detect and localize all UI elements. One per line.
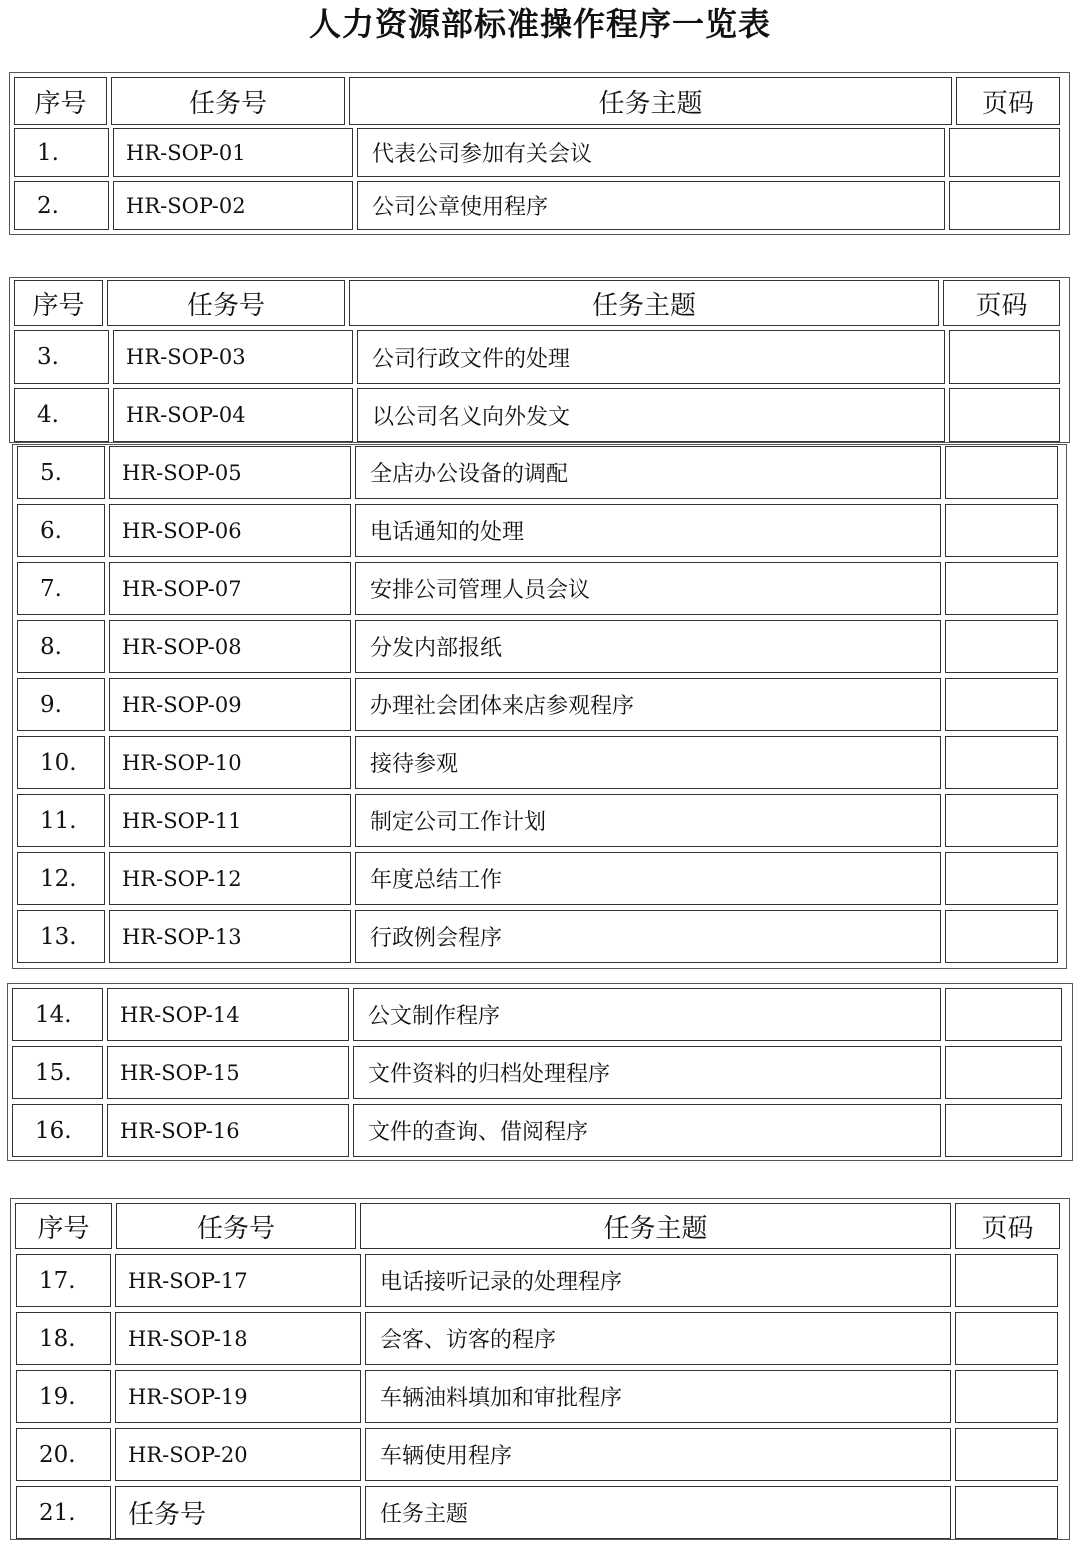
header-subject: 任务主题: [360, 1203, 951, 1249]
task-no-cell: HR-SOP-20: [115, 1428, 361, 1481]
page-cell: [955, 1254, 1058, 1307]
index-cell: 8.: [17, 620, 105, 673]
page-cell: [945, 446, 1058, 499]
page-cell: [945, 910, 1058, 963]
task-no-cell: HR-SOP-13: [109, 910, 351, 963]
task-no-cell: HR-SOP-12: [109, 852, 351, 905]
task-no-cell: HR-SOP-02: [113, 181, 353, 230]
page-cell: [955, 1428, 1058, 1481]
subject-cell: 车辆油料填加和审批程序: [365, 1370, 951, 1423]
subject-cell: 任务主题: [365, 1486, 951, 1539]
index-cell: 4.: [14, 388, 109, 442]
page-cell: [945, 562, 1058, 615]
subject-cell: 公司行政文件的处理: [357, 330, 945, 384]
page-cell: [945, 620, 1058, 673]
index-cell: 7.: [17, 562, 105, 615]
index-cell: 2.: [14, 181, 109, 230]
task-no-cell: HR-SOP-04: [113, 388, 353, 442]
index-cell: 20.: [16, 1428, 111, 1481]
page-cell: [955, 1370, 1058, 1423]
page-cell: [945, 1104, 1062, 1157]
index-cell: 15.: [12, 1046, 103, 1099]
header-task-no: 任务号: [111, 77, 345, 125]
subject-cell: 制定公司工作计划: [355, 794, 941, 847]
index-cell: 10.: [17, 736, 105, 789]
task-no-cell: HR-SOP-10: [109, 736, 351, 789]
page-cell: [949, 388, 1060, 442]
header-task-no: 任务号: [116, 1203, 356, 1249]
index-cell: 5.: [17, 446, 105, 499]
page-cell: [945, 678, 1058, 731]
header-task-no: 任务号: [107, 280, 345, 326]
task-no-cell: HR-SOP-01: [113, 128, 353, 177]
subject-cell: 安排公司管理人员会议: [355, 562, 941, 615]
index-cell: 18.: [16, 1312, 111, 1365]
index-cell: 1.: [14, 128, 109, 177]
index-cell: 3.: [14, 330, 109, 384]
subject-cell: 公文制作程序: [353, 988, 941, 1041]
task-no-cell: HR-SOP-08: [109, 620, 351, 673]
page-cell: [945, 504, 1058, 557]
subject-cell: 电话接听记录的处理程序: [365, 1254, 951, 1307]
index-cell: 17.: [16, 1254, 111, 1307]
task-no-cell: 任务号: [115, 1486, 361, 1539]
page-title: 人力资源部标准操作程序一览表: [308, 5, 771, 43]
index-cell: 6.: [17, 504, 105, 557]
subject-cell: 公司公章使用程序: [357, 181, 945, 230]
page-cell: [945, 852, 1058, 905]
index-cell: 21.: [16, 1486, 111, 1539]
page-cell: [949, 128, 1060, 177]
task-no-cell: HR-SOP-11: [109, 794, 351, 847]
subject-cell: 车辆使用程序: [365, 1428, 951, 1481]
subject-cell: 电话通知的处理: [355, 504, 941, 557]
subject-cell: 办理社会团体来店参观程序: [355, 678, 941, 731]
page-cell: [955, 1312, 1058, 1365]
header-page: 页码: [956, 77, 1060, 125]
page-cell: [945, 1046, 1062, 1099]
subject-cell: 分发内部报纸: [355, 620, 941, 673]
header-page: 页码: [955, 1203, 1060, 1249]
task-no-cell: HR-SOP-18: [115, 1312, 361, 1365]
index-cell: 16.: [12, 1104, 103, 1157]
header-index: 序号: [15, 1203, 112, 1249]
subject-cell: 年度总结工作: [355, 852, 941, 905]
task-no-cell: HR-SOP-05: [109, 446, 351, 499]
task-no-cell: HR-SOP-16: [107, 1104, 349, 1157]
subject-cell: 以公司名义向外发文: [357, 388, 945, 442]
task-no-cell: HR-SOP-17: [115, 1254, 361, 1307]
page-cell: [945, 988, 1062, 1041]
page-cell: [945, 736, 1058, 789]
subject-cell: 全店办公设备的调配: [355, 446, 941, 499]
header-index: 序号: [14, 77, 107, 125]
page-cell: [949, 181, 1060, 230]
index-cell: 12.: [17, 852, 105, 905]
header-subject: 任务主题: [349, 77, 952, 125]
subject-cell: 行政例会程序: [355, 910, 941, 963]
subject-cell: 代表公司参加有关会议: [357, 128, 945, 177]
subject-cell: 文件资料的归档处理程序: [353, 1046, 941, 1099]
page-cell: [949, 330, 1060, 384]
page-cell: [945, 794, 1058, 847]
subject-cell: 接待参观: [355, 736, 941, 789]
index-cell: 11.: [17, 794, 105, 847]
task-no-cell: HR-SOP-03: [113, 330, 353, 384]
task-no-cell: HR-SOP-14: [107, 988, 349, 1041]
task-no-cell: HR-SOP-09: [109, 678, 351, 731]
index-cell: 14.: [12, 988, 103, 1041]
subject-cell: 文件的查询、借阅程序: [353, 1104, 941, 1157]
page-cell: [955, 1486, 1058, 1539]
task-no-cell: HR-SOP-15: [107, 1046, 349, 1099]
task-no-cell: HR-SOP-06: [109, 504, 351, 557]
task-no-cell: HR-SOP-07: [109, 562, 351, 615]
header-index: 序号: [14, 280, 103, 326]
header-page: 页码: [943, 280, 1060, 326]
subject-cell: 会客、访客的程序: [365, 1312, 951, 1365]
index-cell: 19.: [16, 1370, 111, 1423]
index-cell: 13.: [17, 910, 105, 963]
index-cell: 9.: [17, 678, 105, 731]
header-subject: 任务主题: [349, 280, 939, 326]
task-no-cell: HR-SOP-19: [115, 1370, 361, 1423]
